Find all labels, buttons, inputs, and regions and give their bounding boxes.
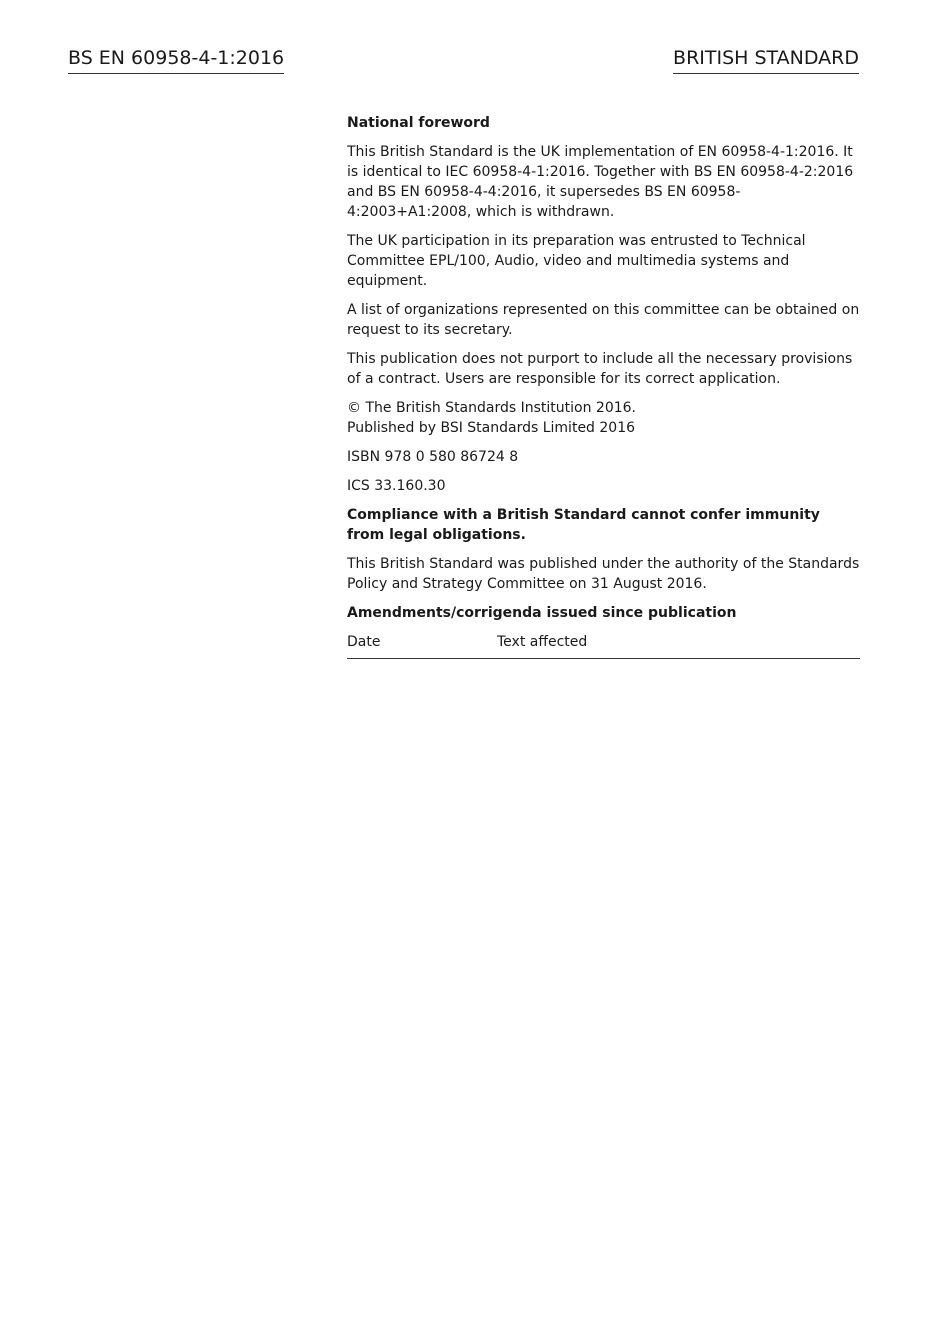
national-foreword <box>347 113 860 659</box>
foreword-paragraph-implementation: This British Standard is the UK implementation of EN 60958-4-1:2016. It is identical to IEC 60958-4-1:2016. Together with BS EN 60958-4-2:2016 and BS EN 60958-4-4:2016, it supersedes BS EN 60958-4:2003+A1:2008, which is withdrawn. <box>347 144 854 220</box>
foreword-paragraph-provisions: This publication does not purport to include all the necessary provisions of a contract. Users are responsible for its correct application. <box>347 351 853 387</box>
compliance-statement: Compliance with a British Standard cannot confer immunity from legal obligations. <box>347 507 820 543</box>
amendments-header-row <box>347 632 860 659</box>
foreword-heading: National foreword <box>347 115 490 131</box>
foreword-paragraph-organizations: A list of organizations represented on this committee can be obtained on request to its secretary. <box>347 302 860 338</box>
isbn: ISBN 978 0 580 86724 8 <box>347 449 519 465</box>
column-header-text-affected: Text affected <box>497 632 860 659</box>
amendments-heading: Amendments/corrigenda issued since publication <box>347 605 737 621</box>
publisher-line: Published by BSI Standards Limited 2016 <box>347 420 636 436</box>
copyright-block <box>347 398 860 438</box>
ics-code: ICS 33.160.30 <box>347 478 446 494</box>
document-type: BRITISH STANDARD <box>673 46 859 74</box>
column-header-date: Date <box>347 632 497 659</box>
document-number: BS EN 60958-4-1:2016 <box>68 46 284 74</box>
copyright-notice: © The British Standards Institution 2016. <box>347 400 637 416</box>
foreword-paragraph-committee: The UK participation in its preparation was entrusted to Technical Committee EPL/100, Audio, video and multimedia systems and equipment. <box>347 233 806 289</box>
amendments-table <box>347 632 860 659</box>
authority-statement: This British Standard was published under the authority of the Standards Policy and Strategy Committee on 31 August 2016. <box>347 556 860 592</box>
